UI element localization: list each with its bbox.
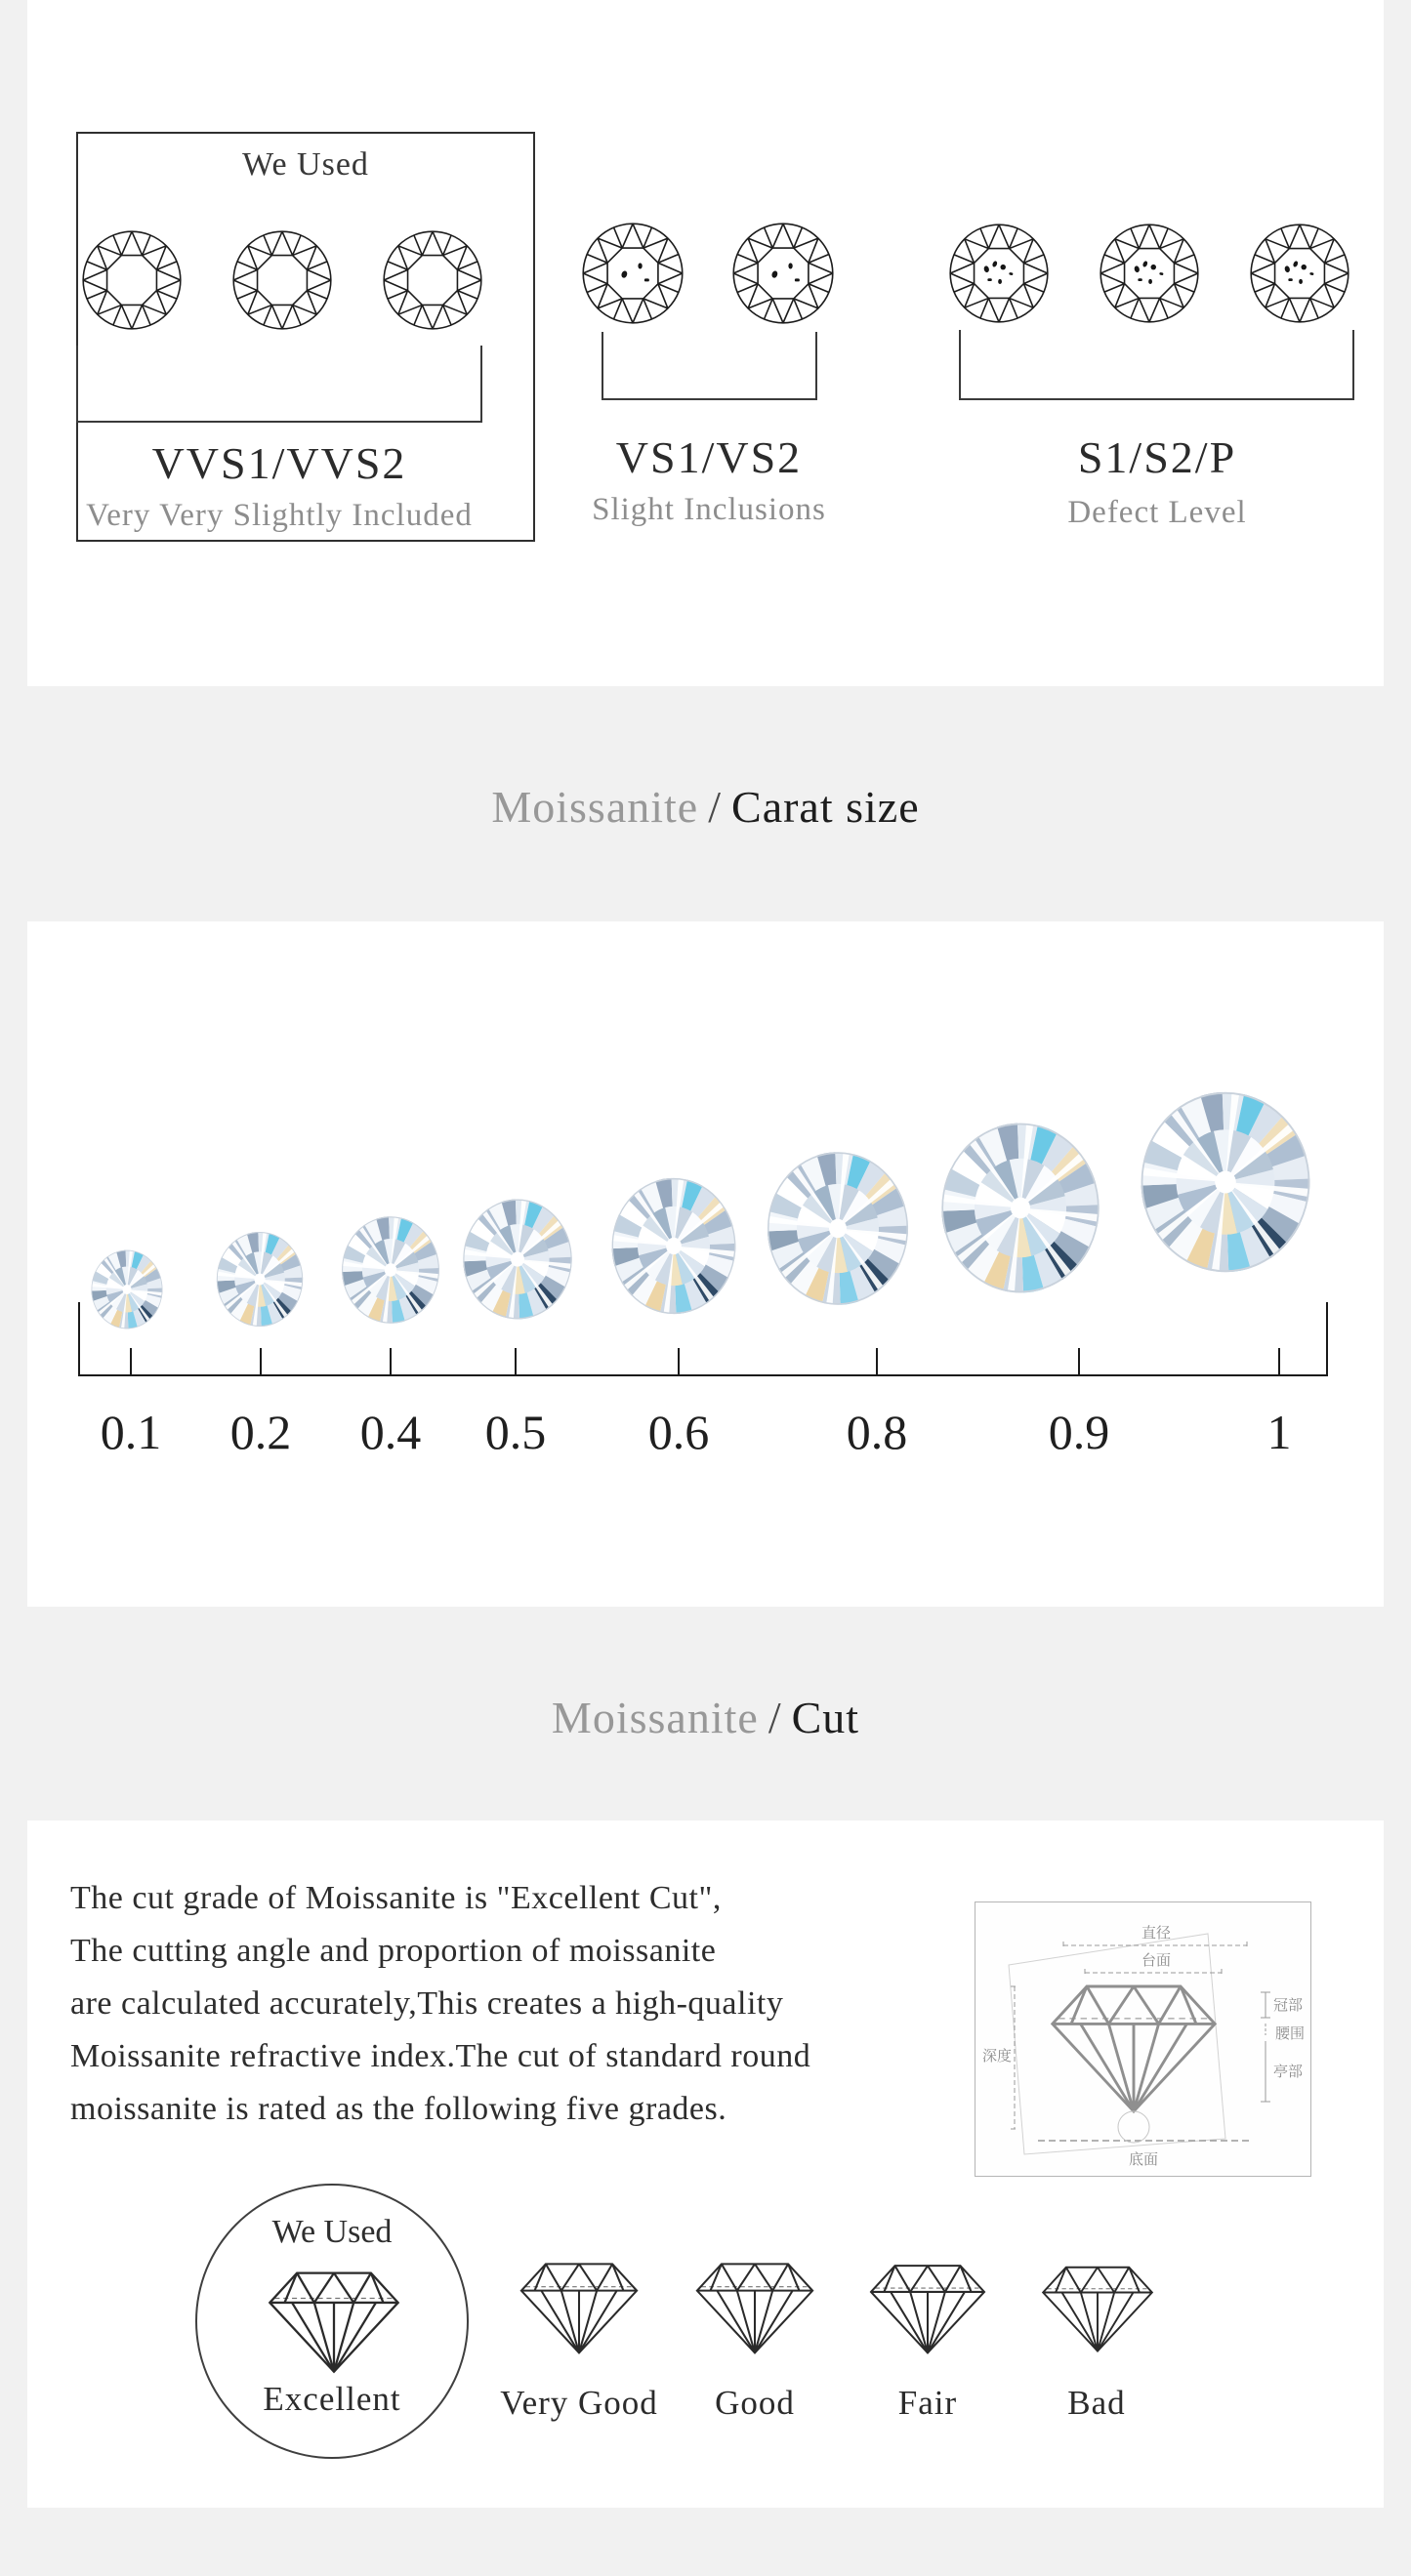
carat-gem-icon: [765, 1149, 911, 1308]
carat-section-heading: [0, 781, 1411, 833]
carat-gem-icon: [938, 1120, 1102, 1296]
carat-gem-icon: [90, 1248, 164, 1330]
carat-ruler-tick: [390, 1348, 392, 1374]
clarity-stone-icon: [80, 228, 184, 332]
diagram-label-girdle: 腰围: [1274, 2026, 1306, 2042]
carat-ruler-tick: [260, 1348, 262, 1374]
clarity-grade-label: S1/S2/P: [1077, 432, 1237, 482]
clarity-grade-label: VS1/VS2: [615, 432, 803, 482]
carat-ruler-tick: [1278, 1348, 1280, 1374]
cut-paragraph-line: Moissanite refractive index.The cut of standard round: [70, 2038, 811, 2074]
diagram-label-culet: 底面: [1128, 2152, 1159, 2168]
cut-diamond-icon: [682, 2253, 828, 2358]
carat-ruler-tick: [515, 1348, 517, 1374]
cut-grade-label: Bad: [1067, 2384, 1126, 2422]
cut-paragraph-line: moissanite is rated as the following five grades.: [70, 2091, 727, 2127]
clarity-stone-icon: [580, 221, 685, 326]
cut-grade-label: Good: [715, 2384, 795, 2422]
diagram-label-depth: 深度: [981, 2049, 1013, 2065]
carat-ruler-end-post: [1326, 1302, 1328, 1375]
cut-proportion-diagram: [975, 1901, 1311, 2177]
clarity-grade-description: Defect Level: [1067, 495, 1247, 530]
cut-we-used-label: We Used: [271, 2214, 393, 2250]
clarity-panel: [27, 0, 1384, 686]
carat-size-label: 0.9: [1048, 1405, 1110, 1459]
heading-title: Cut: [791, 1693, 860, 1742]
carat-ruler-baseline: [78, 1374, 1328, 1376]
cut-diamond-icon: [1023, 2257, 1172, 2356]
clarity-grade-description: Very Very Slightly Included: [86, 498, 473, 533]
carat-size-label: 0.6: [647, 1405, 710, 1459]
cut-grade-label: Excellent: [263, 2380, 401, 2418]
carat-gem-icon: [340, 1214, 441, 1326]
clarity-stone-icon: [1248, 222, 1351, 325]
cut-paragraph-line: are calculated accurately,This creates a high-quality: [70, 1985, 784, 2022]
clarity-stone-icon: [1098, 222, 1201, 325]
clarity-stone-icon: [230, 228, 334, 332]
group-bracket: [76, 346, 482, 423]
heading-separator: /: [708, 782, 723, 832]
carat-ruler-tick: [130, 1348, 132, 1374]
carat-size-label: 0.4: [359, 1405, 422, 1459]
diagram-label-crown: 冠部: [1272, 1998, 1304, 2014]
carat-size-label: 0.5: [484, 1405, 547, 1459]
clarity-grade-label: VVS1/VVS2: [151, 438, 407, 488]
cut-section-heading: [0, 1692, 1411, 1743]
cut-grade-label: Fair: [897, 2384, 958, 2422]
carat-ruler-end-post: [78, 1302, 80, 1375]
carat-size-label: 0.2: [229, 1405, 292, 1459]
carat-gem-icon: [1138, 1088, 1313, 1276]
clarity-stone-icon: [381, 228, 484, 332]
cut-paragraph-line: The cutting angle and proportion of moissanite: [70, 1933, 717, 1969]
carat-ruler-tick: [1078, 1348, 1080, 1374]
carat-size-label: 0.1: [100, 1405, 162, 1459]
heading-title: Carat size: [731, 782, 920, 832]
carat-ruler-tick: [876, 1348, 878, 1374]
cut-paragraph-line: The cut grade of Moissanite is "Excellent Cut",: [70, 1880, 722, 1916]
carat-gem-icon: [609, 1175, 738, 1317]
diagram-label-pavilion: 亭部: [1272, 2065, 1304, 2080]
carat-gem-icon: [461, 1197, 574, 1322]
we-used-label: We Used: [242, 146, 369, 183]
carat-gem-icon: [215, 1230, 305, 1329]
cut-diamond-icon: [252, 2261, 416, 2378]
group-bracket: [602, 332, 817, 400]
clarity-stone-icon: [947, 222, 1051, 325]
cut-paragraph: [70, 1872, 959, 2136]
clarity-grade-description: Slight Inclusions: [592, 492, 826, 527]
cut-diamond-icon: [854, 2255, 1001, 2358]
diagram-label-table: 台面: [1141, 1953, 1172, 1969]
carat-size-label: 0.8: [846, 1405, 908, 1459]
cut-diamond-icon: [506, 2253, 652, 2358]
clarity-stone-icon: [730, 221, 836, 326]
group-bracket: [959, 330, 1354, 400]
heading-prefix: Moissanite: [491, 782, 699, 832]
heading-separator: /: [768, 1693, 782, 1742]
carat-ruler-tick: [678, 1348, 680, 1374]
cut-grade-label: Very Good: [500, 2384, 658, 2422]
diagram-label-diameter: 直径: [1141, 1926, 1172, 1942]
heading-prefix: Moissanite: [551, 1693, 759, 1742]
carat-size-label: 1: [1266, 1405, 1292, 1459]
